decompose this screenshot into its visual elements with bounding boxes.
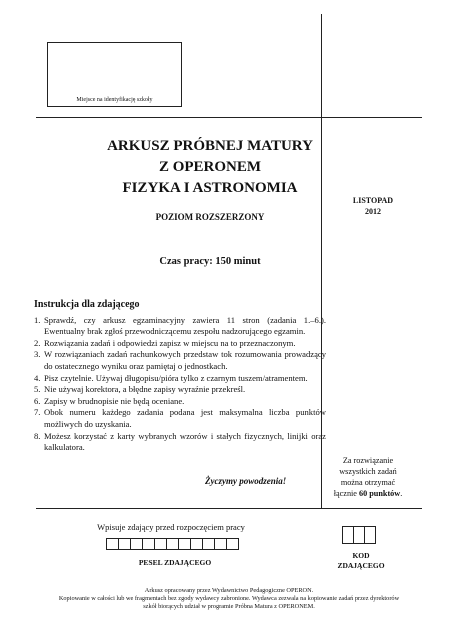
wish-text: Życzymy powodzenia! [205, 476, 287, 486]
horizontal-rule-bottom [36, 508, 422, 509]
pesel-field[interactable] [107, 538, 239, 550]
footer: Arkusz opracowany przez Wydawnictwo Pedagogiczne OPERON. Kopiowanie w całości lub we fragmentach bez zgody wydawcy zabronione. Wydawca zezwala na kopiowanie zadań przez dyrektorów szkół biorących udział w programie Próbna Matura z OPERONEM. [58, 587, 400, 610]
title-line-3: FIZYKA I ASTRONOMIA [122, 180, 298, 196]
list-item: 7. Obok numeru każdego zadania podana jest maksymalna liczba punktów możliwych do uzyskania. [34, 407, 326, 429]
duration: Czas pracy: 150 minut [159, 256, 261, 267]
pesel-digit-cell[interactable] [226, 538, 239, 550]
list-item: 1. Sprawdź, czy arkusz egzaminacyjny zawiera 11 stron (zadania 1.–6.). Ewentualny brak zgłoś przewodniczącemu zespołu nadzorującego egzamin. [34, 314, 326, 337]
horizontal-rule-top [36, 117, 422, 118]
list-item: 8. Możesz korzystać z karty wybranych wzorów i stałych fizycznych, linijki oraz kalkulatora. [34, 430, 326, 453]
date-year: 2012 [365, 207, 381, 216]
list-item: 6. Zapisy w brudnopisie nie będą oceniane. [34, 395, 185, 406]
instructions [34, 299, 326, 454]
pesel-instruction: Wpisuje zdający przed rozpoczęciem pracy [97, 522, 245, 532]
kod-label: KOD ZDAJĄCEGO [337, 551, 385, 570]
points-info: Za rozwiązanie wszystkich zadań można otrzymać łącznie 60 punktów. [333, 456, 403, 498]
total-points: 60 punktów [359, 489, 401, 498]
instructions-heading: Instrukcja dla zdającego [34, 299, 140, 310]
list-item: 5. Nie używaj korektora, a błędne zapisy wyraźnie przekreśl. [34, 384, 246, 395]
pesel-label: PESEL ZDAJĄCEGO [138, 558, 212, 567]
list-item: 4. Pisz czytelnie. Używaj długopisu/pióra tylko z czarnym tuszem/atramentem. [34, 372, 308, 383]
date-month: LISTOPAD [352, 196, 394, 205]
list-item: 3. W rozwiązaniach zadań rachunkowych przedstaw tok rozumowania prowadzący do ostatecznego wyniku oraz pamiętaj o jednostkach. [34, 349, 326, 371]
title-line-1: ARKUSZ PRÓBNEJ MATURY [107, 138, 313, 154]
list-item: 2. Rozwiązania zadań i odpowiedzi zapisz w miejscu na to przeznaczonym. [34, 337, 296, 348]
level-label: POZIOM ROZSZERZONY [155, 212, 265, 222]
school-id-label: Miejsce na identyfikację szkoły [76, 97, 153, 103]
title-line-2: Z OPERONEM [158, 159, 262, 175]
kod-digit-cell[interactable] [364, 526, 376, 544]
kod-field[interactable] [343, 526, 376, 544]
